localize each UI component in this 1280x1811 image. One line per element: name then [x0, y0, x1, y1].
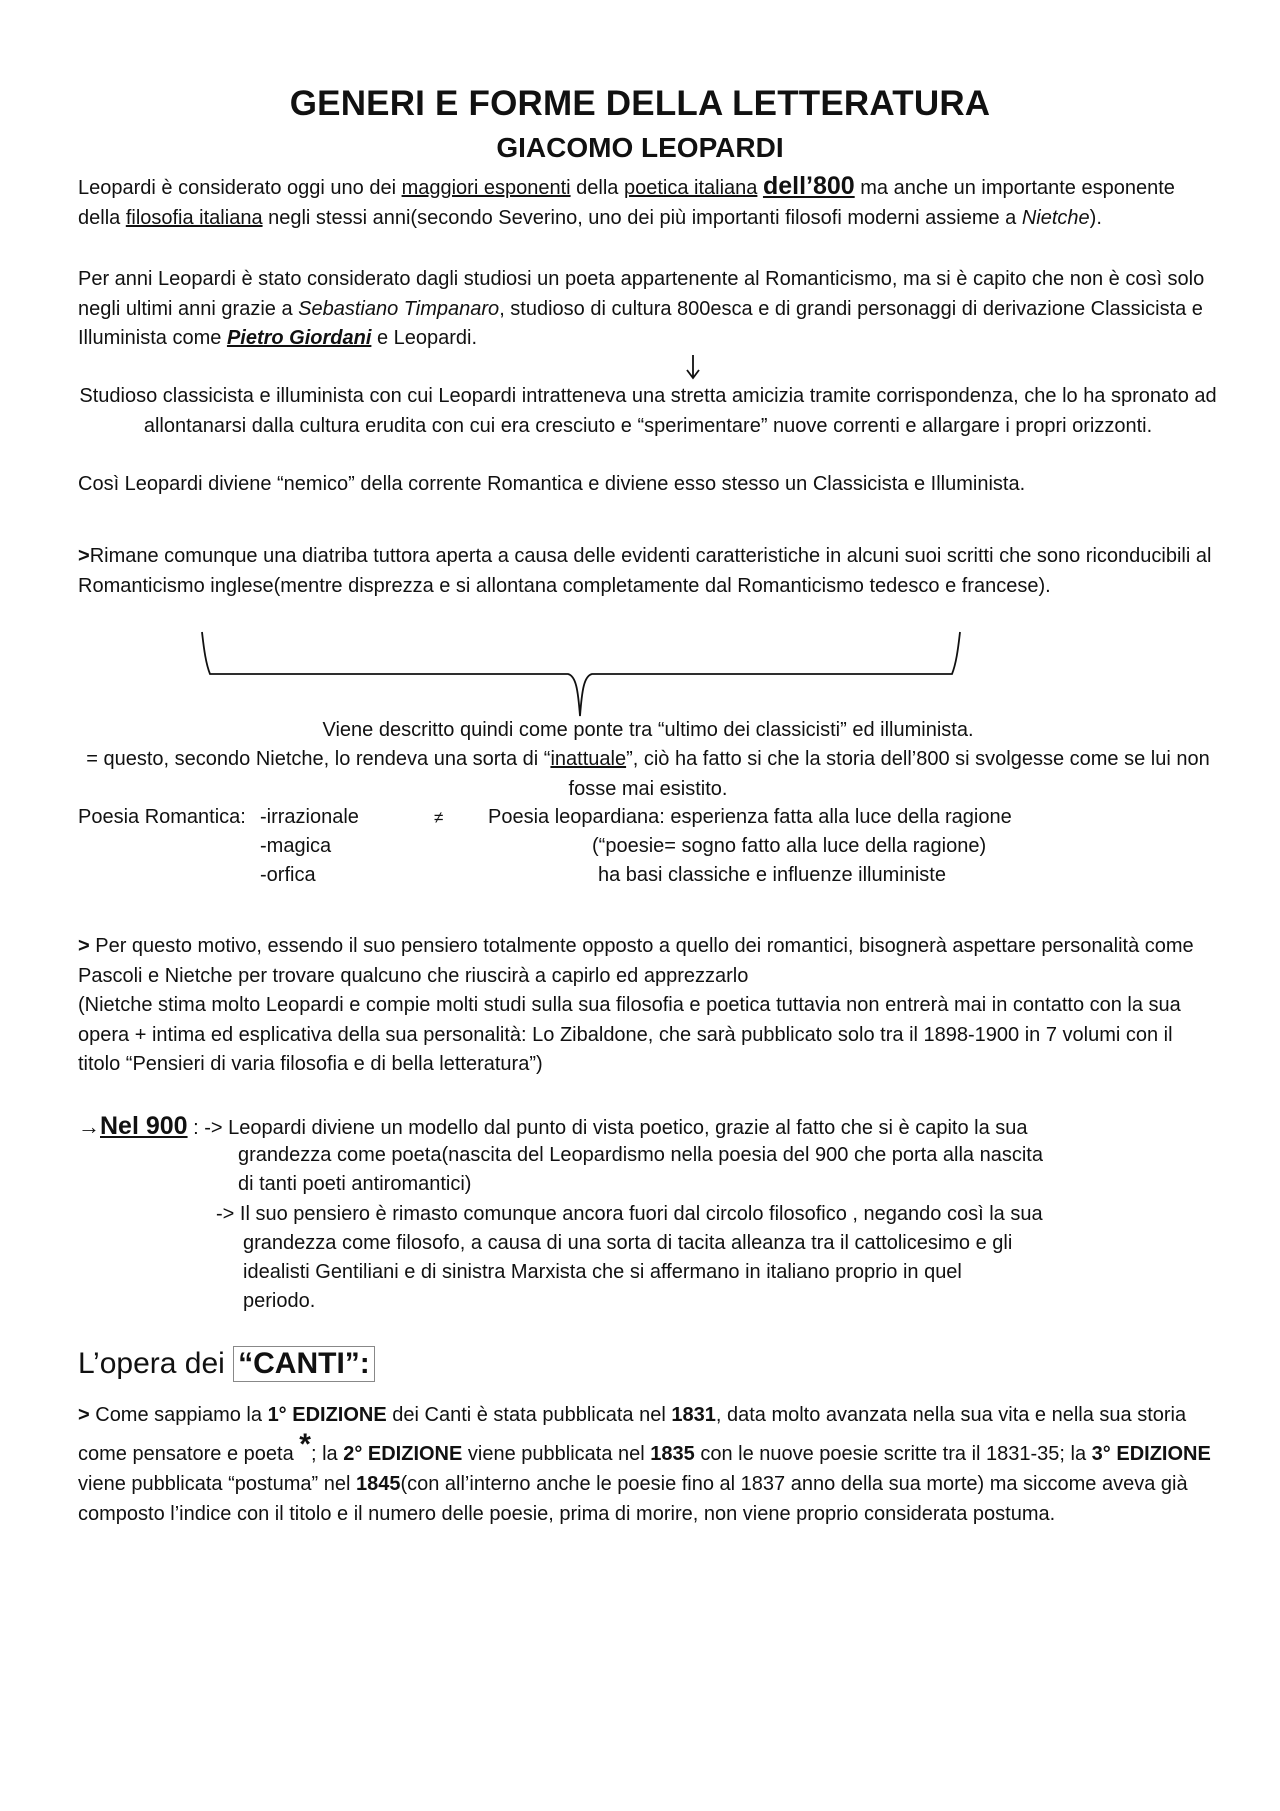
arrow-down-icon	[685, 353, 701, 381]
italic-name: Nietche	[1021, 206, 1090, 229]
giordani-note: Studioso classicista e illuminista con cui Leopardi intratteneva una stretta amicizia tramite corrispondenza, che lo ha spronato ad allontanarsi dalla cultura erudita con cui era cresciuto e “sperimentare” nuove correnti e allargare i propri orizzonti.	[79, 385, 1217, 437]
underlined-phrase: inattuale	[550, 748, 627, 770]
comparison-left-label: Poesia Romantica:	[78, 806, 246, 828]
curly-brace-icon	[198, 630, 968, 720]
underlined-phrase: filosofia italiana	[125, 206, 263, 229]
comparison-right-item: (“poesie= sogno fatto alla luce della ragione)	[592, 835, 987, 857]
nel900-line: grandezza come poeta(nascita del Leopardismo nella poesia del 900 che porta alla nascita	[238, 1144, 1043, 1166]
italic-name: Sebastiano Timpanaro	[298, 297, 500, 320]
nel900-label: Nel 900	[100, 1112, 188, 1140]
asterisk-mark: *	[299, 1428, 311, 1461]
zibaldone-note: (Nietche stima molto Leopardi e compie molti studi sulla sua filosofia e poetica tuttavia non entrerà mai in contatto con la sua opera + intima ed esplicativa della sua personalità: Lo Zibaldone, che sarà pubblicato solo tra il 1898-1900 in 7 volumi con il titolo “Pensieri di varia filosofia e di bella letteratura”)	[78, 994, 1181, 1075]
arrow-right-icon: →	[78, 1114, 100, 1139]
comparison-right-item: ha basi classiche e influenze illuministe	[598, 864, 946, 886]
comparison-right-item: Poesia leopardiana: esperienza fatta alla luce della ragione	[488, 806, 1012, 828]
comparison-left-item: -irrazionale	[260, 806, 359, 828]
nel900-item: -> Il suo pensiero è rimasto comunque ancora fuori dal circolo filosofico , negando così la sua	[216, 1203, 1043, 1225]
canti-boxed-title: “CANTI”:	[233, 1346, 375, 1382]
comparison-left-item: -magica	[260, 835, 332, 857]
ponte-line: Viene descritto quindi come ponte tra “ultimo dei classicisti” ed illuminista.	[322, 719, 974, 741]
timpanaro-paragraph: Per anni Leopardi è stato considerato dagli studiosi un poeta appartenente al Romanticismo, ma si è capito che non è così solo negli ultimi anni grazie a Sebastiano Timpanaro, studioso di cultura 800esca e di grandi personaggi di derivazione Classicista e Illuminista come Pietro Giordani e Leopardi.	[78, 268, 1205, 349]
document-subtitle: GIACOMO LEOPARDI	[496, 132, 784, 163]
nel900-line: idealisti Gentiliani e di sinistra Marxista che si affermano in italiano proprio in quel	[243, 1261, 962, 1283]
canti-heading: L’opera dei “CANTI”:	[78, 1346, 375, 1382]
inattuale-paragraph: = questo, secondo Nietche, lo rendeva una sorta di “inattuale”, ciò ha fatto si che la storia dell’800 si svolgesse come se lui non fosse mai esistito.	[86, 748, 1210, 800]
emphasis-800: dell’800	[762, 172, 855, 200]
motivo-paragraph: > Per questo motivo, essendo il suo pensiero totalmente opposto a quello dei romantici, bisognerà aspettare personalità come Pascoli e Nietche per trovare qualcuno che riuscirà a capirlo ed apprezzarlo	[78, 935, 1194, 987]
nel900-line: periodo.	[243, 1290, 316, 1312]
nel900-heading: →Nel 900 : -> Leopardi diviene un modello dal punto di vista poetico, grazie al fatto che si è capito la sua	[78, 1112, 1028, 1140]
nemico-paragraph: Così Leopardi diviene “nemico” della corrente Romantica e diviene esso stesso un Classicista e Illuminista.	[78, 473, 1026, 495]
intro-paragraph: Leopardi è considerato oggi uno dei maggiori esponenti della poetica italiana dell’800 ma anche un importante esponente della filosofia italiana negli stessi anni(secondo Severino, uno dei più importanti filosofi moderni assieme a Nietche).	[78, 172, 1175, 229]
giordani-name: Pietro Giordani	[226, 327, 372, 349]
document-title: GENERI E FORME DELLA LETTERATURA	[289, 84, 991, 123]
diatriba-paragraph: >Rimane comunque una diatriba tuttora aperta a causa delle evidenti caratteristiche in alcuni suoi scritti che sono riconducibili al Romanticismo inglese(mentre disprezza e si allontana completamente dal Romanticismo tedesco e francese).	[78, 545, 1212, 597]
canti-paragraph: > Come sappiamo la 1° EDIZIONE dei Canti è stata pubblicata nel 1831, data molto avanzata nella sua vita e nella sua storia come pensatore e poeta *; la 2° EDIZIONE viene pubblicata nel 1835 con le nuove poesie scritte tra il 1831-35; la 3° EDIZIONE viene pubblicata “postuma” nel 1845(con all’interno anche le poesie fino al 1837 anno della sua morte) ma siccome aveva già composto l’indice con il titolo e il numero delle poesie, prima di morire, non viene proprio considerata postuma.	[78, 1404, 1211, 1525]
bullet-marker: >	[78, 935, 90, 957]
comparison-left-item: -orfica	[260, 864, 316, 886]
underlined-phrase: maggiori esponenti	[401, 177, 571, 199]
bullet-marker: >	[78, 545, 90, 567]
nel900-line: di tanti poeti antiromantici)	[238, 1173, 472, 1195]
underlined-phrase: poetica italiana	[623, 177, 758, 199]
nel900-line: grandezza come filosofo, a causa di una sorta di tacita alleanza tra il cattolicesimo e gli	[243, 1232, 1013, 1254]
bullet-marker: >	[78, 1404, 90, 1426]
not-equal-icon: ≠	[434, 808, 444, 827]
